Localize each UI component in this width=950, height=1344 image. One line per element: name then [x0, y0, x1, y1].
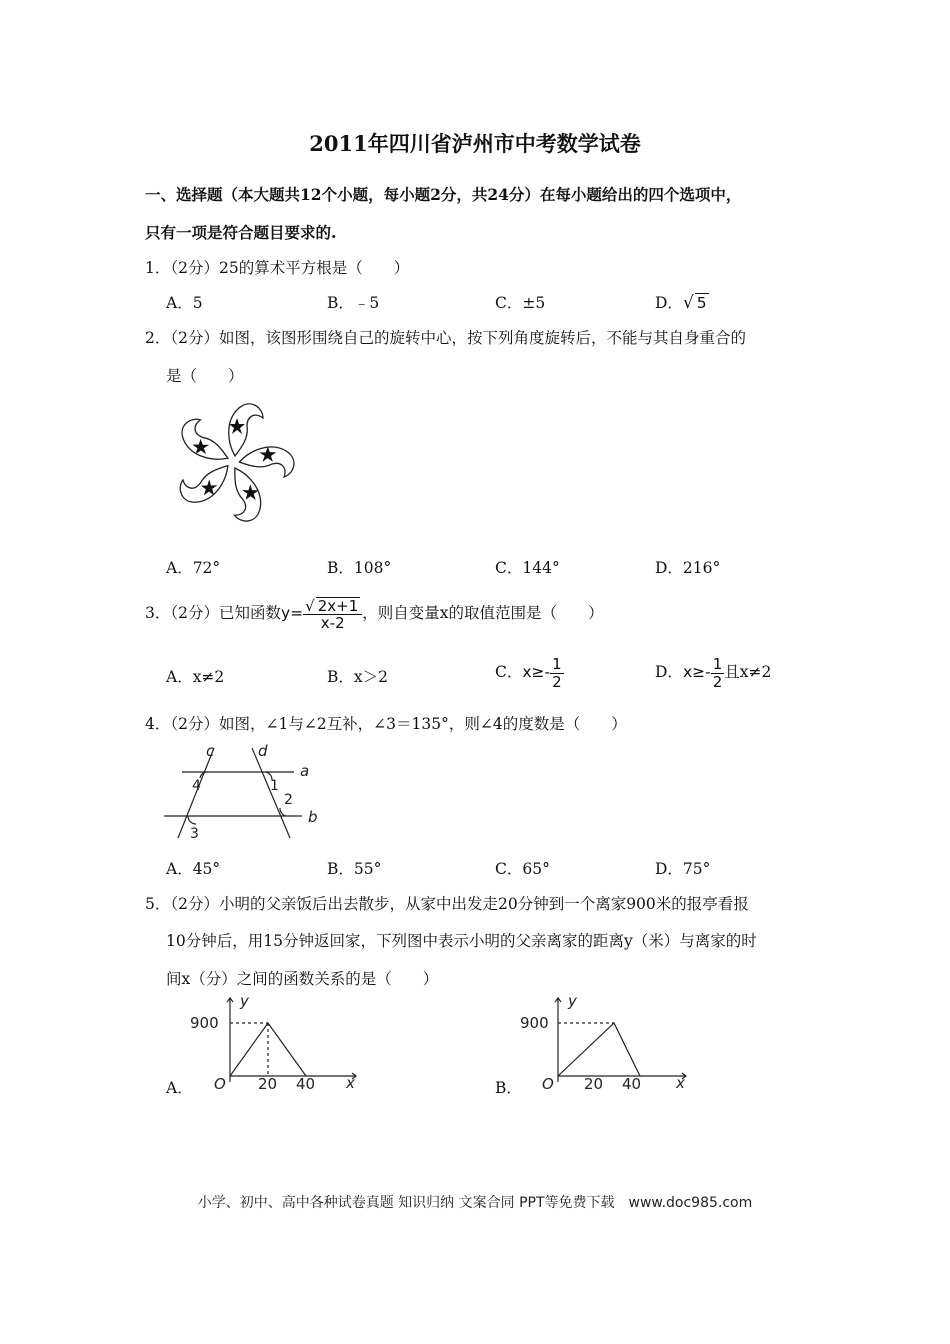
q4-angle-2-arc — [280, 808, 286, 816]
q5-graph-b-x-label: x — [676, 1074, 685, 1092]
q3-option-c — [495, 651, 564, 693]
q1-option-a: A．5 — [166, 294, 203, 312]
q4-angle-label-4: 4 — [192, 778, 201, 794]
q3-option-c-den: 2 — [552, 672, 562, 691]
q3-option-d-num: 1 — [712, 655, 723, 673]
page-title: 2011年四川省泸州市中考数学试卷 — [309, 131, 641, 156]
q2-option-a: A．72° — [166, 559, 221, 577]
q4-option-d: D．75° — [655, 860, 711, 878]
q2-star-icon — [229, 418, 245, 434]
q5-graph-a-x-label: x — [346, 1074, 355, 1092]
q2-stem-line2: 是（ ） — [166, 367, 244, 385]
q3-option-a: A．x≠2 — [166, 668, 225, 686]
q3-option-c-label: C． — [495, 663, 523, 681]
q4-label-a: a — [300, 762, 310, 780]
q1-option-d-label: D． — [655, 294, 683, 312]
q1-option-b: B．﹣5 — [327, 294, 380, 312]
q4-label-c: c — [206, 742, 215, 760]
q5-option-b-label: B． — [495, 1079, 522, 1097]
q5-graph-a-y-label: y — [240, 992, 249, 1010]
q5-graph-b-tick-40: 40 — [622, 1075, 642, 1092]
q3-option-d-expr: x≥- — [682, 663, 711, 681]
q2-option-c: C．144° — [495, 559, 560, 577]
q4-option-a: A．45° — [166, 860, 221, 878]
q4-label-b: b — [308, 808, 318, 826]
q1-option-d: D．√ 5 — [655, 293, 707, 313]
q5-graph-a-tick-40: 40 — [296, 1075, 316, 1092]
q4-angle-label-3: 3 — [190, 826, 199, 842]
q3-option-d-label: D． — [655, 663, 683, 681]
q3-stem-suffix: ，则自变量x的取值范围是（ ） — [362, 604, 604, 622]
q4-angle-label-2: 2 — [284, 792, 293, 808]
q5-stem-line1: 5．（2分）小明的父亲饭后出去散步，从家中出发走20分钟到一个离家900米的报亭看报 — [145, 895, 749, 913]
q3-function-denominator: x-2 — [320, 614, 345, 632]
q5-graph-a-900: 900 — [190, 1014, 219, 1032]
q3-option-c-fraction — [550, 656, 564, 690]
q5-graph-a-tick-20: 20 — [258, 1075, 278, 1092]
q5-graph-a-origin: O — [214, 1075, 226, 1092]
q3-option-c-expr: x≥- — [522, 663, 551, 681]
q3-option-d-tail: 且x≠2 — [724, 663, 772, 681]
q2-star-icon — [197, 478, 219, 500]
q3-stem — [145, 588, 604, 638]
q5-graph-b-line — [558, 1023, 640, 1076]
q5-graph-b-900: 900 — [520, 1014, 549, 1032]
q3-function-y: y= — [280, 604, 304, 622]
q4-option-c: C．65° — [495, 860, 550, 878]
q5-graph-b — [518, 990, 698, 1092]
q4-parallel-lines-figure — [162, 738, 332, 842]
q5-graph-b-y-label: y — [568, 992, 577, 1010]
q3-stem-prefix: 3．（2分）已知函数 — [145, 604, 281, 622]
q2-star-icon — [190, 437, 210, 457]
q2-petal-2 — [237, 440, 297, 489]
q3-option-d-den: 2 — [712, 672, 723, 691]
section-heading-line1: 一、选择题（本大题共12个小题，每小题2分，共24分）在每小题给出的四个选项中， — [145, 185, 742, 204]
q5-stem-line3: 间x（分）之间的函数关系的是（ ） — [166, 970, 439, 988]
q5-stem-line2: 10分钟后，用15分钟返回家，下列图中表示小明的父亲离家的距离y（米）与离家的时 — [166, 932, 757, 950]
q4-stem: 4．（2分）如图，∠1与∠2互补，∠3＝135°，则∠4的度数是（ ） — [145, 715, 627, 733]
q2-stem-line1: 2．（2分）如图，该图形围绕自己的旋转中心，按下列角度旋转后，不能与其自身重合的 — [145, 329, 746, 347]
q3-function-fraction: $\frac{√ 2x+1}{x-2}$ — [303, 597, 362, 632]
q2-petal-5 — [176, 416, 236, 465]
q1-option-c: C．±5 — [495, 294, 546, 312]
q3-function-numerator: 2x+1 — [317, 596, 359, 615]
q5-graph-a — [188, 990, 368, 1092]
q3-option-d — [655, 651, 771, 693]
q3-option-c-num: 1 — [552, 655, 562, 673]
section-heading-line2: 只有一项是符合题目要求的. — [145, 223, 337, 242]
q5-graph-b-origin: O — [542, 1075, 554, 1092]
q2-petal-3 — [212, 464, 270, 526]
q4-angle-3-arc — [188, 816, 196, 824]
q5-graph-b-tick-20: 20 — [584, 1075, 604, 1092]
q3-option-b: B．x＞2 — [327, 668, 388, 686]
q4-label-d: d — [258, 742, 268, 760]
q4-angle-label-1: 1 — [270, 778, 279, 794]
q3-option-d-fraction — [711, 656, 725, 690]
q4-option-b: B．55° — [327, 860, 382, 878]
q1-stem: 1．（2分）25的算术平方根是（ ） — [145, 259, 410, 277]
q2-rotation-figure — [162, 393, 304, 531]
q2-option-d: D．216° — [655, 559, 721, 577]
q2-option-b: B．108° — [327, 559, 392, 577]
q5-option-a-label: A． — [166, 1079, 193, 1097]
q1-option-d-radicand: 5 — [696, 294, 707, 312]
page-footer: 小学、初中、高中各种试卷真题 知识归纳 文案合同 PPT等免费下载 www.doc985.com — [197, 1195, 753, 1211]
